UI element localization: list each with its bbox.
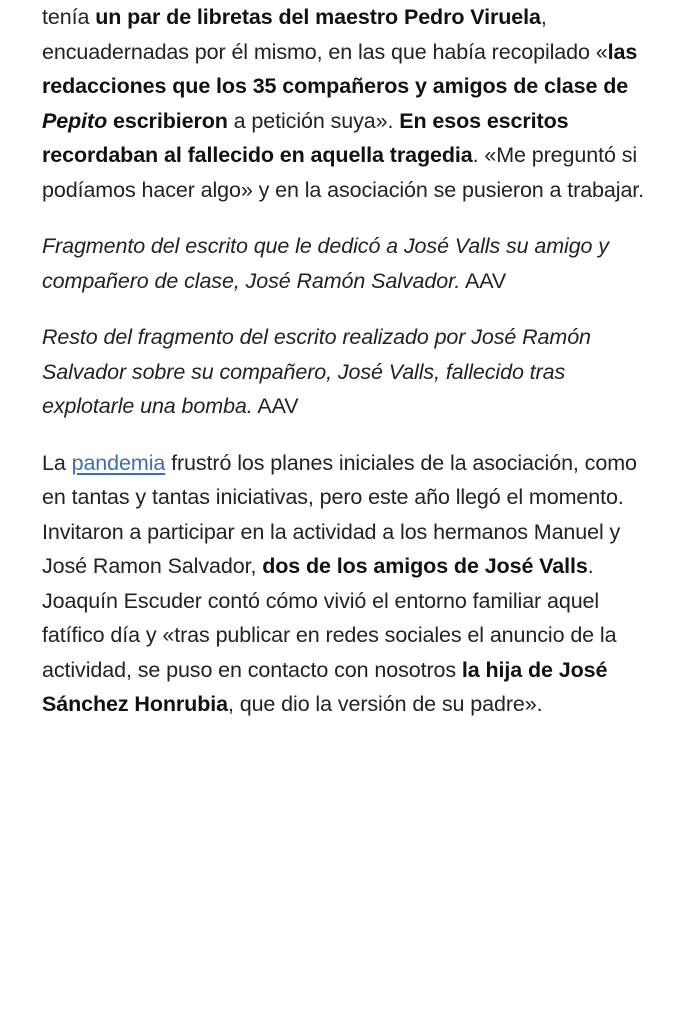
paragraph-pandemia: [42, 446, 662, 722]
bold-text: las redacciones que los 35 compañeros y amigos de clase de: [42, 39, 638, 98]
article-body: [42, 0, 662, 744]
bold-span: un par de libretas del maestro Pedro Viruela: [95, 5, 541, 29]
image-caption-1: [42, 229, 662, 298]
text-span: La: [42, 450, 72, 475]
pandemia-link[interactable]: pandemia: [71, 450, 166, 475]
bold-span: En esos escritos recordaban al fallecido en aquella tragedia: [42, 108, 569, 167]
bold-italic-name: Pepito: [42, 108, 108, 133]
text-span: tenía: [42, 5, 96, 29]
text-span: a petición suya».: [227, 108, 400, 133]
caption-text: Resto del fragmento del escrito realizado por José Ramón Salvador sobre su compañero, José Valls, fallecido tras explotarle una bomba.: [42, 325, 591, 418]
bold-span: la hija de José Sánchez Honrubia: [42, 657, 608, 716]
bold-span: dos de los amigos de José Valls: [262, 554, 588, 578]
text-span: , que dio la versión de su padre».: [227, 692, 543, 716]
text-span: . Joaquín Escuder contó cómo vivió el entorno familiar aquel fatífico día y «tras publicar en redes sociales el anuncio de la actividad, se puso en contacto con nosotros: [42, 554, 617, 682]
image-caption-2: [42, 320, 662, 424]
caption-credit: AAV: [460, 268, 507, 293]
bold-text: escribieron: [107, 108, 228, 133]
text-span: frustró los planes iniciales de la asociación, como en tantas y tantas iniciativas, pero este año llegó el momento. Invitaron a participar en la actividad a los hermanos Manuel y José Ramon Salvador,: [42, 450, 637, 578]
caption-credit: AAV: [252, 394, 299, 418]
paragraph-libretas: [42, 0, 662, 207]
text-span: , encuadernadas por él mismo, en las que había recopilado «: [42, 5, 608, 64]
caption-text: Fragmento del escrito que le dedicó a José Valls su amigo y compañero de clase, José Ramón Salvador.: [42, 234, 609, 293]
text-span: . «Me preguntó si podíamos hacer algo» y en la asociación se pusieron a trabajar.: [42, 143, 645, 202]
